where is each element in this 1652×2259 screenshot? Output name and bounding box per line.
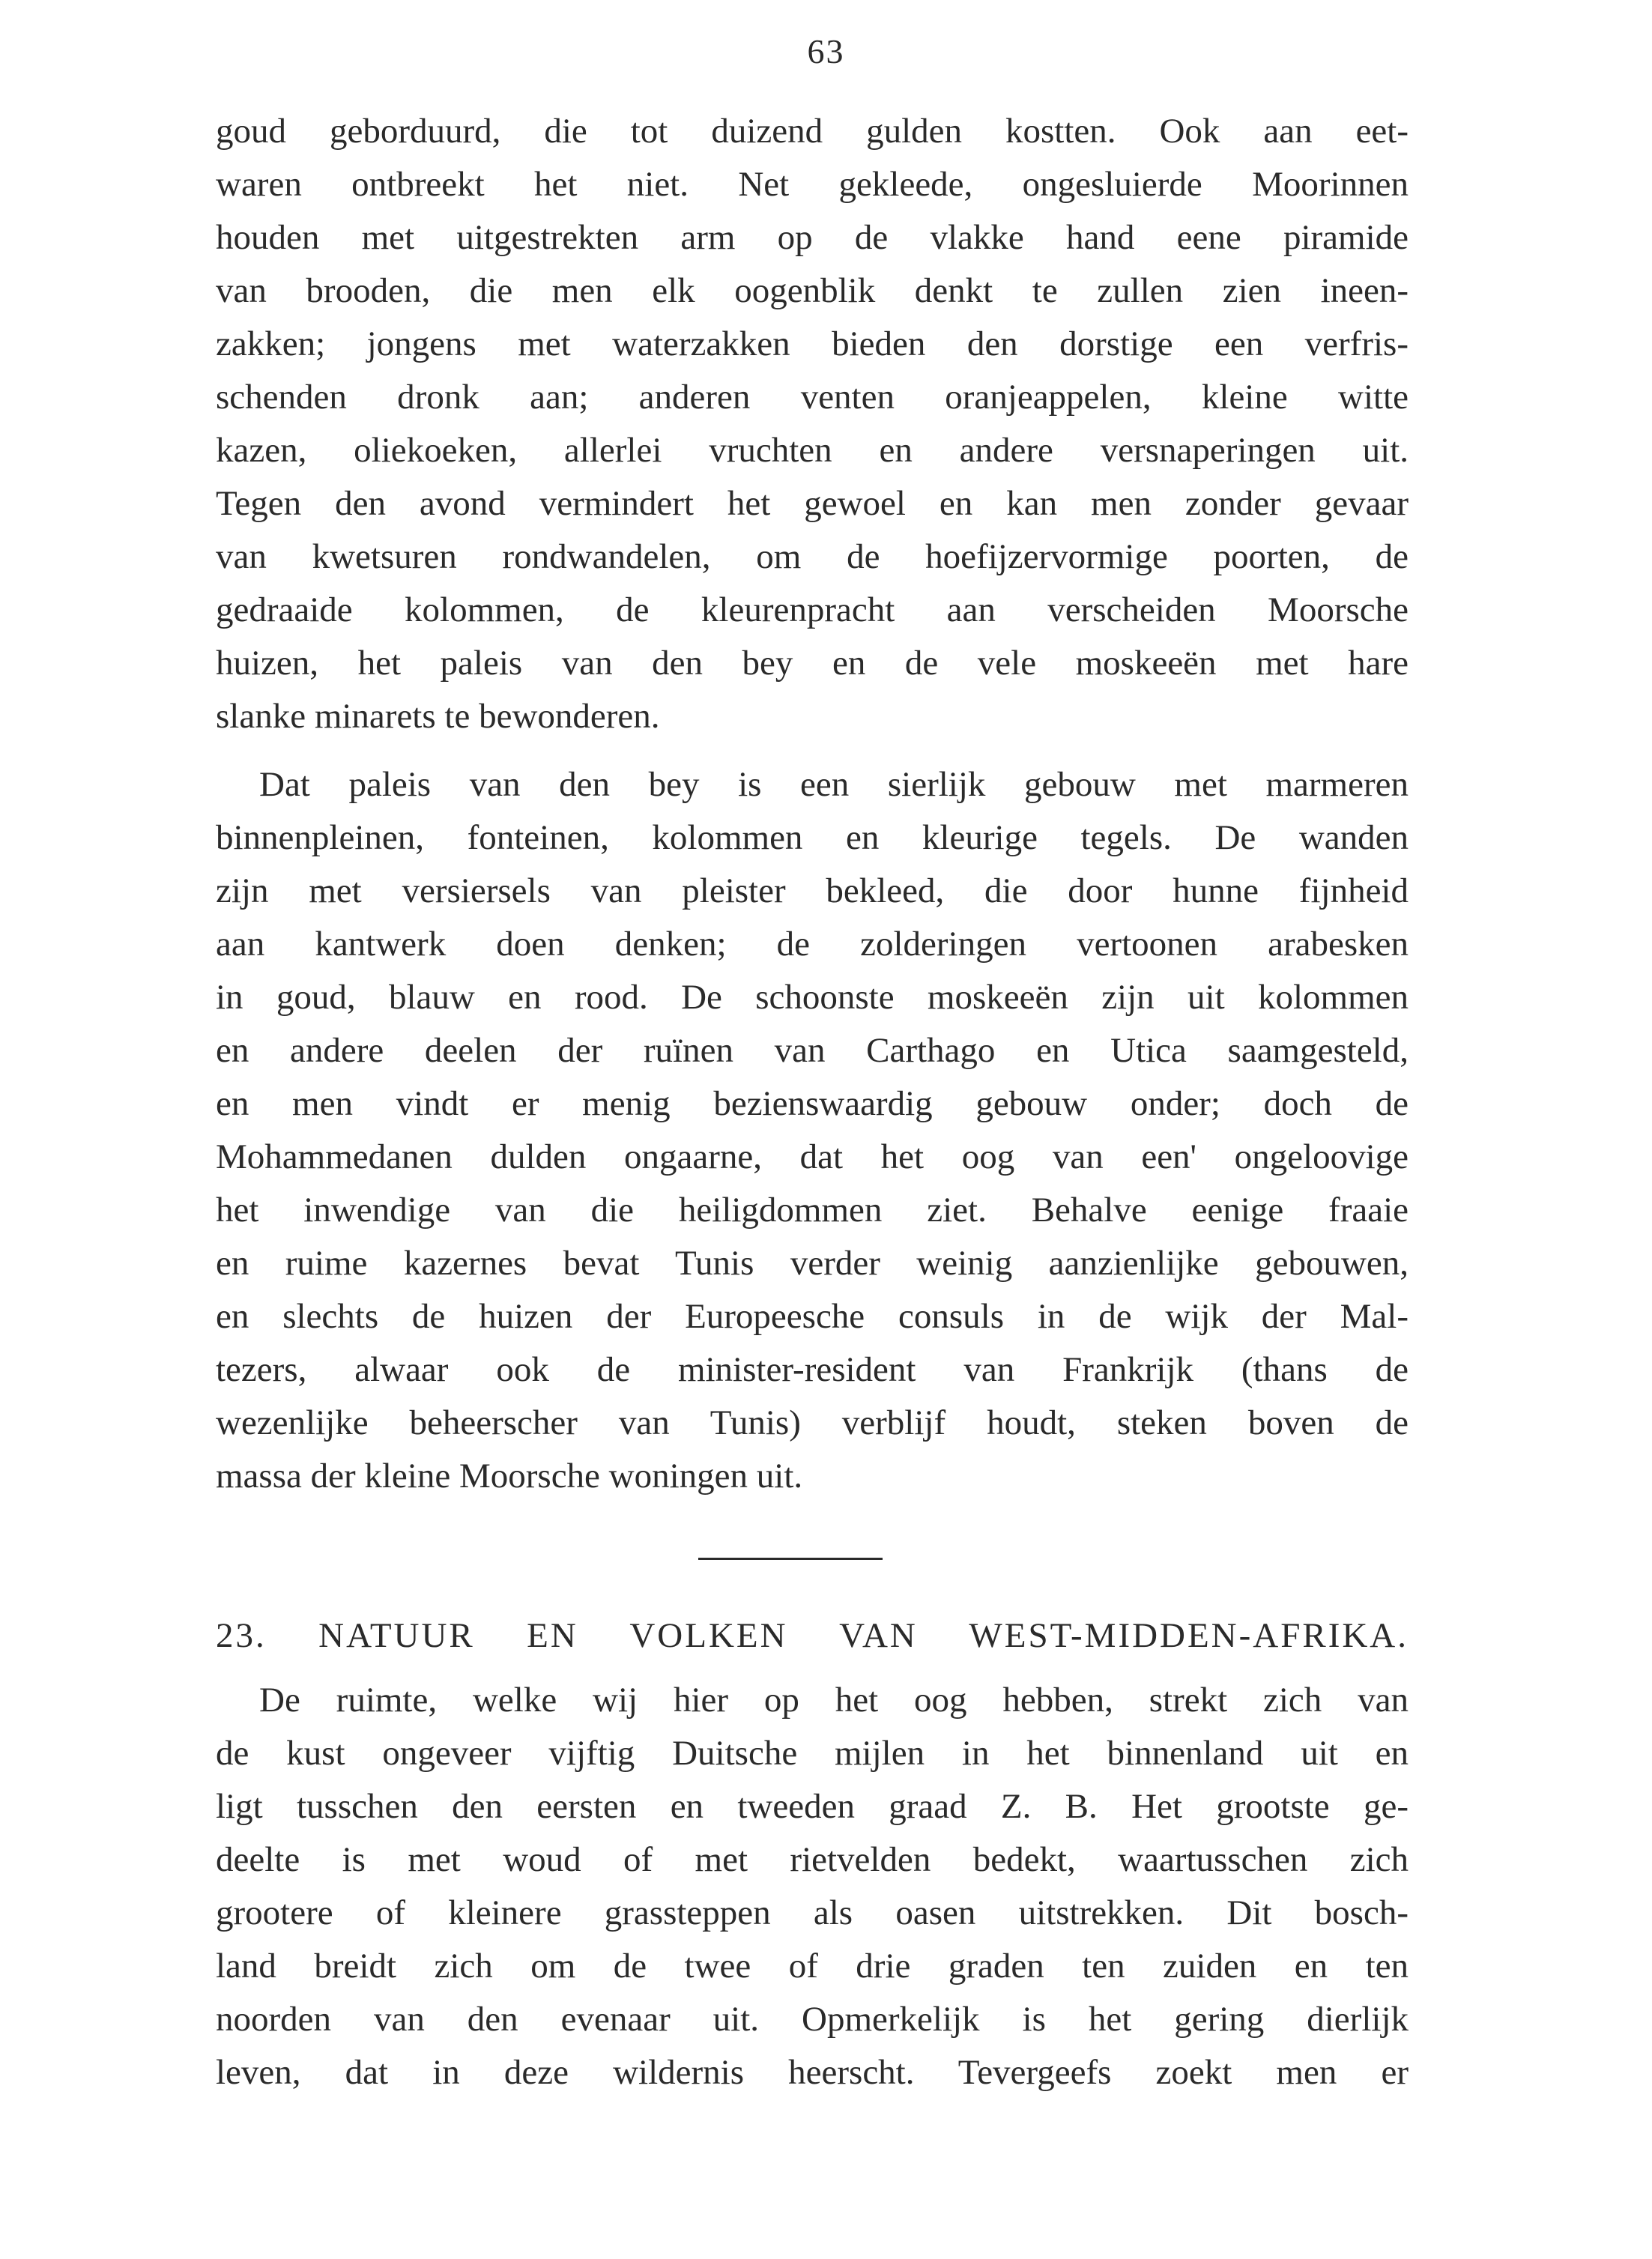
text-line: van brooden, die men elk oogenblik denkt te zullen zien ineen- — [216, 271, 1409, 310]
text-line: Dat paleis van den bey is een sierlijk gebouw met marmeren — [259, 765, 1409, 804]
text-line: Tegen den avond vermindert het gewoel en kan men zonder gevaar — [216, 484, 1409, 523]
paragraph-1 — [216, 105, 1409, 743]
section-divider — [698, 1558, 883, 1560]
text-line: tezers, alwaar ook de minister-resident van Frankrijk (thans de — [216, 1350, 1409, 1389]
text-line: schenden dronk aan; anderen venten oranjeappelen, kleine witte — [216, 378, 1409, 417]
page-number: 63 — [807, 32, 845, 70]
section-heading: 23. NATUUR EN VOLKEN VAN WEST-MIDDEN-AFRIKA. — [216, 1616, 1409, 1655]
text-line: gedraaide kolommen, de kleurenpracht aan verscheiden Moorsche — [216, 590, 1409, 629]
text-line: zijn met versiersels van pleister bekleed, die door hunne fijnheid — [216, 871, 1409, 910]
text-line: aan kantwerk doen denken; de zolderingen vertoonen arabesken — [216, 925, 1409, 964]
text-line: en andere deelen der ruïnen van Carthago en Utica saamgesteld, — [216, 1031, 1409, 1070]
text-line: in goud, blauw en rood. De schoonste moskeeën zijn uit kolommen — [216, 978, 1409, 1017]
text-line: ligt tusschen den eersten en tweeden graad Z. B. Het grootste ge- — [216, 1787, 1409, 1826]
text-line: binnenpleinen, fonteinen, kolommen en kleurige tegels. De wanden — [216, 818, 1409, 857]
text-line: en men vindt er menig bezienswaardig gebouw onder; doch de — [216, 1084, 1409, 1123]
text-line: het inwendige van die heiligdommen ziet. Behalve eenige fraaie — [216, 1191, 1409, 1230]
text-line: land breidt zich om de twee of drie graden ten zuiden en ten — [216, 1947, 1409, 1986]
text-line: en ruime kazernes bevat Tunis verder weinig aanzienlijke gebouwen, — [216, 1244, 1409, 1283]
text-line: deelte is met woud of met rietvelden bedekt, waartusschen zich — [216, 1840, 1409, 1879]
text-line: slanke minarets te bewonderen. — [216, 697, 660, 736]
text-line: wezenlijke beheerscher van Tunis) verblijf houdt, steken boven de — [216, 1403, 1409, 1442]
text-line: en slechts de huizen der Europeesche consuls in de wijk der Mal- — [216, 1297, 1409, 1336]
text-line: zakken; jongens met waterzakken bieden den dorstige een verfris- — [216, 324, 1409, 363]
text-line: Mohammedanen dulden ongaarne, dat het oog van een' ongeloovige — [216, 1137, 1409, 1176]
text-line: massa der kleine Moorsche woningen uit. — [216, 1457, 803, 1496]
text-line: houden met uitgestrekten arm op de vlakke hand eene piramide — [216, 218, 1409, 257]
paragraph-2 — [216, 758, 1409, 1503]
text-line: de kust ongeveer vijftig Duitsche mijlen in het binnenland uit en — [216, 1734, 1409, 1773]
text-line: De ruimte, welke wij hier op het oog hebben, strekt zich van — [259, 1681, 1409, 1720]
text-line: noorden van den evenaar uit. Opmerkelijk is het gering dierlijk — [216, 2000, 1409, 2039]
text-line: kazen, oliekoeken, allerlei vruchten en andere versnaperingen uit. — [216, 431, 1409, 470]
text-line: goud geborduurd, die tot duizend gulden kostten. Ook aan eet- — [216, 112, 1409, 151]
text-line: leven, dat in deze wildernis heerscht. Tevergeefs zoekt men er — [216, 2053, 1409, 2092]
paragraph-3 — [216, 1674, 1409, 2099]
text-line: waren ontbreekt het niet. Net gekleede, ongesluierde Moorinnen — [216, 165, 1409, 204]
text-line: grootere of kleinere grassteppen als oasen uitstrekken. Dit bosch- — [216, 1893, 1409, 1932]
text-line: huizen, het paleis van den bey en de vele moskeeën met hare — [216, 644, 1409, 683]
text-line: van kwetsuren rondwandelen, om de hoefijzervormige poorten, de — [216, 537, 1409, 576]
